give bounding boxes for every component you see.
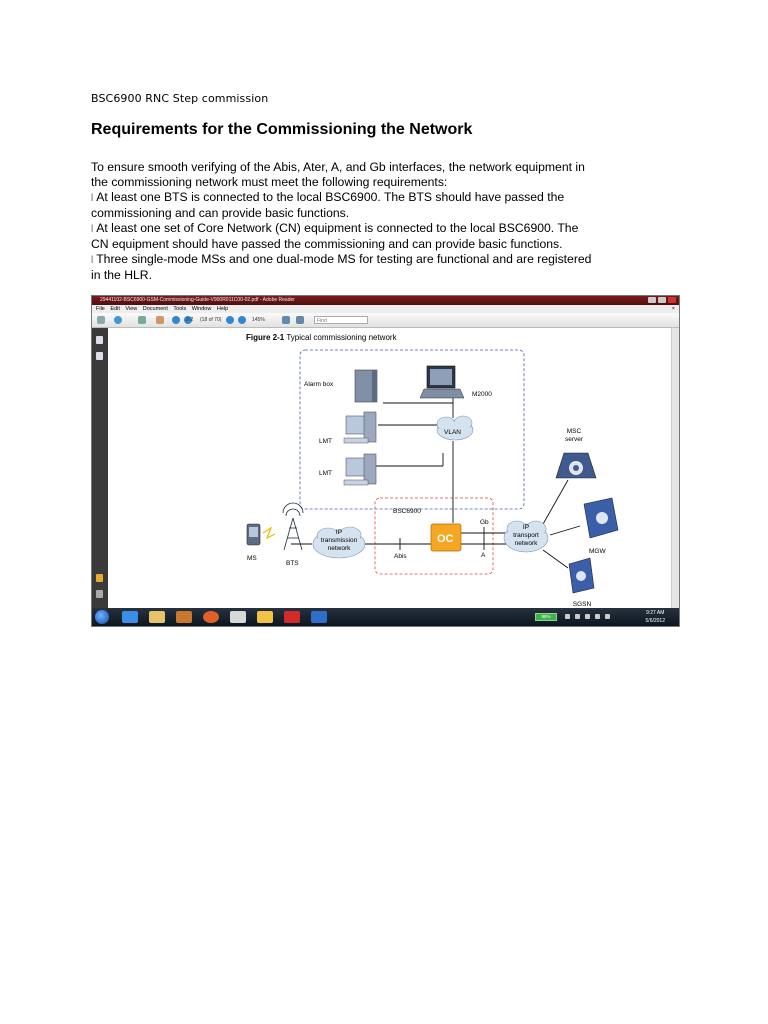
intro-line: the commissioning network must meet the following requirements: — [91, 175, 448, 189]
bsc6900-cabinet-icon — [431, 524, 461, 551]
menu-bar — [92, 305, 679, 313]
attachments-panel-icon[interactable] — [96, 574, 103, 582]
sgsn-label: SGSN — [572, 601, 592, 608]
internet-explorer-icon[interactable] — [122, 611, 138, 623]
pages-panel-icon[interactable] — [96, 336, 103, 344]
window-titlebar — [92, 296, 679, 305]
share-icon[interactable] — [114, 316, 122, 324]
ms-label: MS — [247, 555, 257, 562]
bts-tower-icon — [283, 503, 303, 550]
page-count: (18 of 70) — [200, 317, 222, 323]
system-clock[interactable] — [646, 609, 665, 625]
menu-help[interactable]: Help — [216, 306, 229, 312]
msc-server-icon — [556, 453, 596, 478]
network-diagram — [108, 328, 673, 609]
alarm-box-icon — [355, 370, 377, 402]
vlan-label: VLAN — [444, 429, 461, 436]
ip-transport-label-2: transport — [513, 532, 539, 539]
m2000-label: M2000 — [472, 391, 492, 398]
close-icon[interactable] — [668, 297, 676, 303]
messenger-icon[interactable] — [230, 611, 246, 623]
tray-icon[interactable] — [565, 614, 570, 619]
mgw-label: MGW — [589, 548, 606, 555]
print-icon[interactable] — [97, 316, 105, 324]
ms-phone-icon — [247, 524, 260, 545]
window-title: 29441102-BSC6900-GSM-Commissioning-Guide-V900R011C00-02.pdf - Adobe Reader — [100, 297, 295, 303]
menu-view[interactable]: View — [125, 306, 138, 312]
body-text — [91, 160, 651, 283]
document-header: BSC6900 RNC Step commission — [91, 92, 269, 105]
bullet-marker: l — [91, 193, 94, 204]
previous-page-icon[interactable] — [172, 316, 180, 324]
fit-page-icon[interactable] — [282, 316, 290, 324]
m2000-workstation-icon — [420, 366, 464, 398]
menu-window[interactable]: Window — [191, 306, 212, 312]
ip-transmission-label-2: transmission — [320, 537, 358, 544]
reader-toolbar — [92, 313, 679, 328]
page-title: Requirements for the Commissioning the Network — [91, 121, 473, 138]
oam-network-boundary — [300, 350, 524, 509]
zoom-in-icon[interactable] — [238, 316, 246, 324]
clock-date: 5/6/2012 — [645, 618, 665, 624]
gb-interface-label: Gb — [480, 519, 489, 526]
figure-caption: Figure 2-1 Typical commissioning network — [246, 333, 397, 342]
flag-icon[interactable] — [575, 614, 580, 619]
bts-label: BTS — [286, 560, 299, 567]
find-input[interactable]: Find — [314, 316, 368, 324]
lmt-computer-icon — [344, 454, 376, 485]
volume-icon[interactable] — [605, 614, 610, 619]
folder-icon[interactable] — [257, 611, 273, 623]
ip-transport-label-1: IP — [522, 524, 530, 531]
word-icon[interactable] — [311, 611, 327, 623]
adobe-reader-icon[interactable] — [284, 611, 300, 623]
bullet-marker: l — [91, 255, 94, 266]
requirement-item: l Three single-mode MSs and one dual-mode MS for testing are functional and are registered — [91, 252, 592, 266]
maximize-icon[interactable] — [658, 297, 666, 303]
bookmarks-panel-icon[interactable] — [96, 352, 103, 360]
sgsn-icon — [569, 558, 594, 593]
lmt-label-2: LMT — [319, 470, 332, 477]
windows-taskbar — [92, 608, 679, 626]
lmt-computer-icon — [344, 412, 376, 443]
ip-transmission-label-3: network — [327, 545, 351, 552]
document-canvas — [108, 328, 673, 609]
media-player-icon[interactable] — [176, 611, 192, 623]
menu-edit[interactable]: Edit — [110, 306, 120, 312]
file-explorer-icon[interactable] — [149, 611, 165, 623]
requirement-item-continued: CN equipment should have passed the commissioning and can provide basic functions. — [91, 237, 563, 251]
requirement-item: l At least one BTS is connected to the local BSC6900. The BTS should have passed the — [91, 190, 565, 204]
embedded-screenshot — [91, 295, 680, 627]
system-tray — [535, 608, 675, 626]
msc-label-line1: MSC — [566, 428, 582, 435]
close-document-icon[interactable]: × — [671, 306, 675, 312]
hand-tool-icon[interactable] — [138, 316, 146, 324]
abis-interface-label: Abis — [394, 553, 407, 560]
bsc6900-label: BSC6900 — [393, 508, 421, 515]
zoom-level[interactable]: 145% — [252, 317, 265, 323]
alarm-box-label: Alarm box — [304, 381, 334, 388]
firefox-icon[interactable] — [203, 611, 219, 623]
svg-text:OC: OC — [437, 533, 454, 545]
menu-file[interactable]: File — [96, 306, 105, 312]
ip-transmission-label-1: IP — [335, 529, 343, 536]
vlan-cloud-icon — [437, 416, 473, 440]
ip-transport-label-3: network — [514, 540, 538, 547]
lmt-label-1: LMT — [319, 438, 332, 445]
radio-link-icon — [263, 528, 275, 538]
action-center-icon[interactable] — [585, 614, 590, 619]
menu-document[interactable]: Document — [142, 306, 168, 312]
minimize-icon[interactable] — [648, 297, 656, 303]
clock-time: 9:27 AM — [646, 610, 665, 616]
fit-width-icon[interactable] — [296, 316, 304, 324]
requirement-item: l At least one set of Core Network (CN) equipment is connected to the local BSC6900. The — [91, 221, 579, 235]
requirement-item-continued: in the HLR. — [91, 268, 152, 282]
window-controls[interactable] — [648, 297, 676, 303]
network-icon[interactable] — [595, 614, 600, 619]
requirement-item-continued: commissioning and can provide basic functions. — [91, 206, 350, 220]
page-number-field[interactable]: 2-2 — [186, 317, 194, 323]
a-interface-label: A — [481, 552, 486, 559]
msc-label-line2: server — [564, 436, 584, 443]
start-button-icon[interactable] — [95, 610, 109, 624]
vertical-scrollbar[interactable] — [671, 328, 679, 609]
navigation-panel — [92, 328, 108, 609]
select-tool-icon[interactable] — [156, 316, 164, 324]
paperclip-icon[interactable] — [96, 590, 103, 598]
menu-tools[interactable]: Tools — [173, 306, 187, 312]
zoom-out-icon[interactable] — [226, 316, 234, 324]
battery-icon[interactable]: 98% — [535, 613, 557, 621]
intro-line: To ensure smooth verifying of the Abis, Ater, A, and Gb interfaces, the network equipment in — [91, 160, 585, 174]
bullet-marker: l — [91, 224, 94, 235]
mgw-icon — [584, 498, 618, 538]
